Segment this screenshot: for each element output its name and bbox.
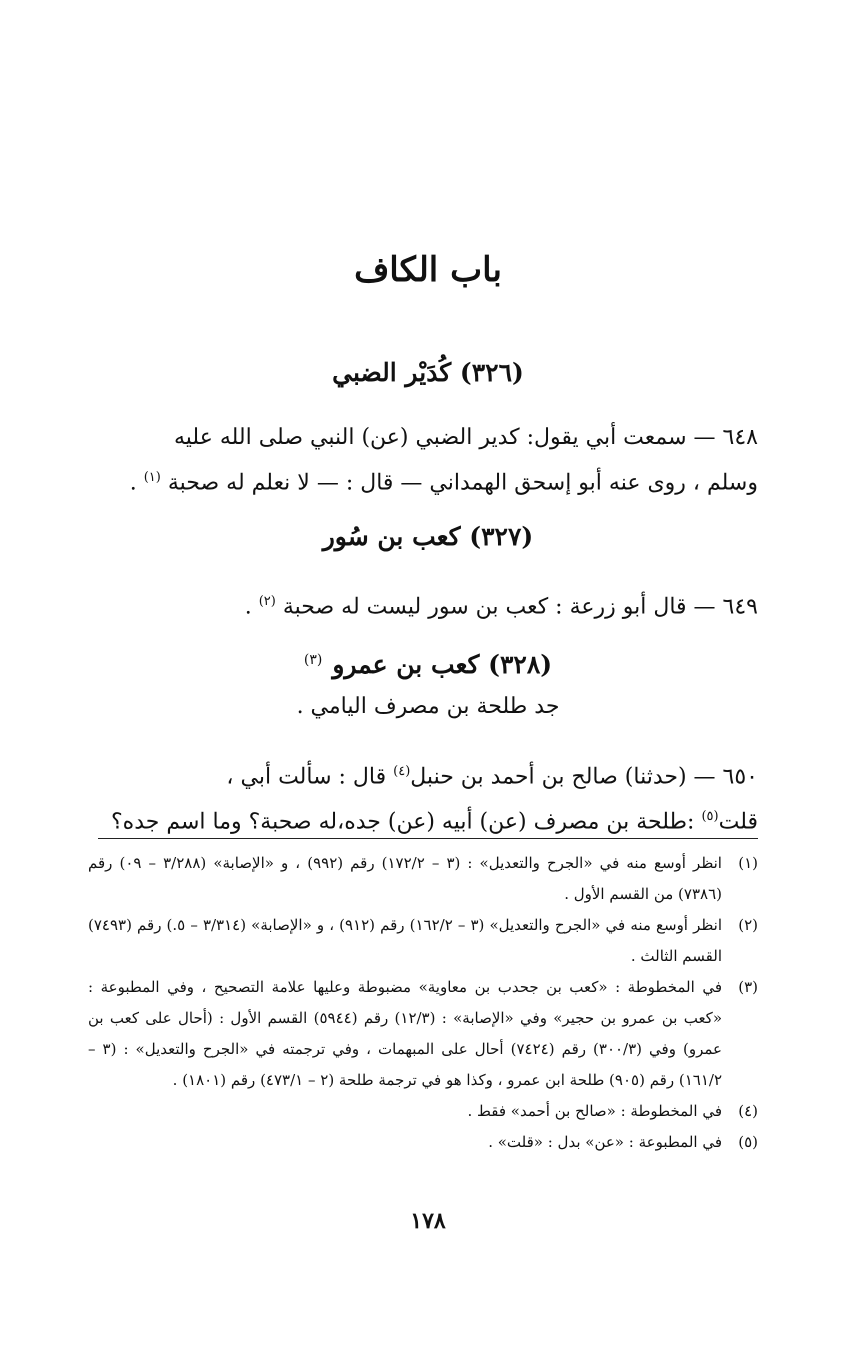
- footnote-number: (١): [738, 854, 758, 872]
- footnote-item: [88, 848, 758, 910]
- footnote-number: (٢): [738, 916, 758, 934]
- paragraph-text: قال : سألت أبي ،: [226, 764, 394, 790]
- footnote-number: (٤): [738, 1102, 758, 1120]
- paragraph-text: :طلحة بن مصرف (عن) أبيه (عن) جده،له صحبة؟ وما اسم جده؟: [110, 809, 702, 835]
- footnote-ref[interactable]: (٣): [303, 651, 323, 668]
- paragraph-line: وسلم ، روى عنه أبو إسحق الهمداني — قال : — لا نعلم له صحبة: [167, 470, 758, 496]
- entry-subtitle-328: جد طلحة بن مصرف اليامي .: [296, 694, 560, 719]
- footnote-item: [88, 972, 758, 1096]
- footnote-item: [88, 1096, 758, 1127]
- footnote-ref[interactable]: (٥): [701, 809, 719, 825]
- footnote-item: [88, 1127, 758, 1158]
- footnote-item: [88, 910, 758, 972]
- entry-paragraph-648: [88, 418, 758, 503]
- page-number: ١٧٨: [410, 1208, 446, 1234]
- paragraph-text: ٦٥٠ — (حدثنا) صالح بن أحمد بن حنبل: [410, 764, 758, 790]
- paragraph-text: قلت: [718, 809, 758, 835]
- entry-heading-327: (٣٢٧) كعب بن سُور: [322, 522, 534, 551]
- paragraph-line: ٦٤٨ — سمعت أبي يقول: كدير الضبي (عن) النبي صلى الله عليه: [174, 425, 758, 450]
- footnote-text: انظر أوسع منه في «الجرح والتعديل» : (٣ – ١٧٢/٢) رقم (٩٩٢) ، و «الإصابة» (٣/٢٨٨ – ٠٩) رقم (٧٣٨٦) من القسم الأول .: [88, 854, 722, 903]
- paragraph-end: .: [244, 594, 259, 620]
- footnote-text: في المخطوطة : «كعب بن جحدب بن معاوية» مضبوطة وعليها علامة التصحيح ، وفي المطبوعة : «كعب بن عمرو بن حجير» وفي «الإصابة» : (١٢/٣) رقم (٥٩٤٤) القسم الأول : (أحال على كعب بن عمرو) وفي (٣٠٠/٣) رقم (٧٤٢٤) أحال على المبهمات ، وفي ترجمته في «الجرح والتعديل» : (٣ – ١٦١/٢) رقم (٩٠٥) طلحة ابن عمرو ، وكذا هو في ترجمة طلحة (٢ – ٤٧٣/١) رقم (١٨٠١) .: [88, 978, 722, 1089]
- footnote-number: (٣): [738, 978, 758, 996]
- paragraph-line: ٦٤٩ — قال أبو زرعة : كعب بن سور ليست له صحبة: [282, 594, 758, 620]
- footnote-ref[interactable]: (٢): [258, 594, 276, 609]
- entry-paragraph-649: [88, 582, 758, 627]
- footnote-text: انظر أوسع منه في «الجرح والتعديل» (٣ – ١٦٢/٢) رقم (٩١٢) ، و «الإصابة» (٣/٣١٤ – ٥.) رقم (٧٤٩٣) القسم الثالث .: [88, 916, 722, 965]
- footnote-text: في المخطوطة : «صالح بن أحمد» فقط .: [467, 1102, 722, 1120]
- paragraph-end: .: [129, 470, 144, 496]
- footnote-ref[interactable]: (٤): [393, 764, 411, 779]
- footnote-divider: [98, 838, 758, 839]
- entry-heading-326: (٣٢٦) كُدَيْر الضبي: [332, 358, 524, 387]
- footnote-text: في المطبوعة : «عن» بدل : «قلت» .: [488, 1133, 722, 1151]
- footnote-number: (٥): [738, 1133, 758, 1151]
- entry-heading-text: (٣٢٨) كعب بن عمرو: [332, 650, 553, 679]
- footnote-ref[interactable]: (١): [143, 470, 161, 485]
- entry-paragraph-650: [88, 752, 758, 843]
- footnotes-list: [88, 848, 758, 1158]
- chapter-title: باب الكاف: [354, 250, 502, 290]
- entry-heading-328: [0, 650, 856, 679]
